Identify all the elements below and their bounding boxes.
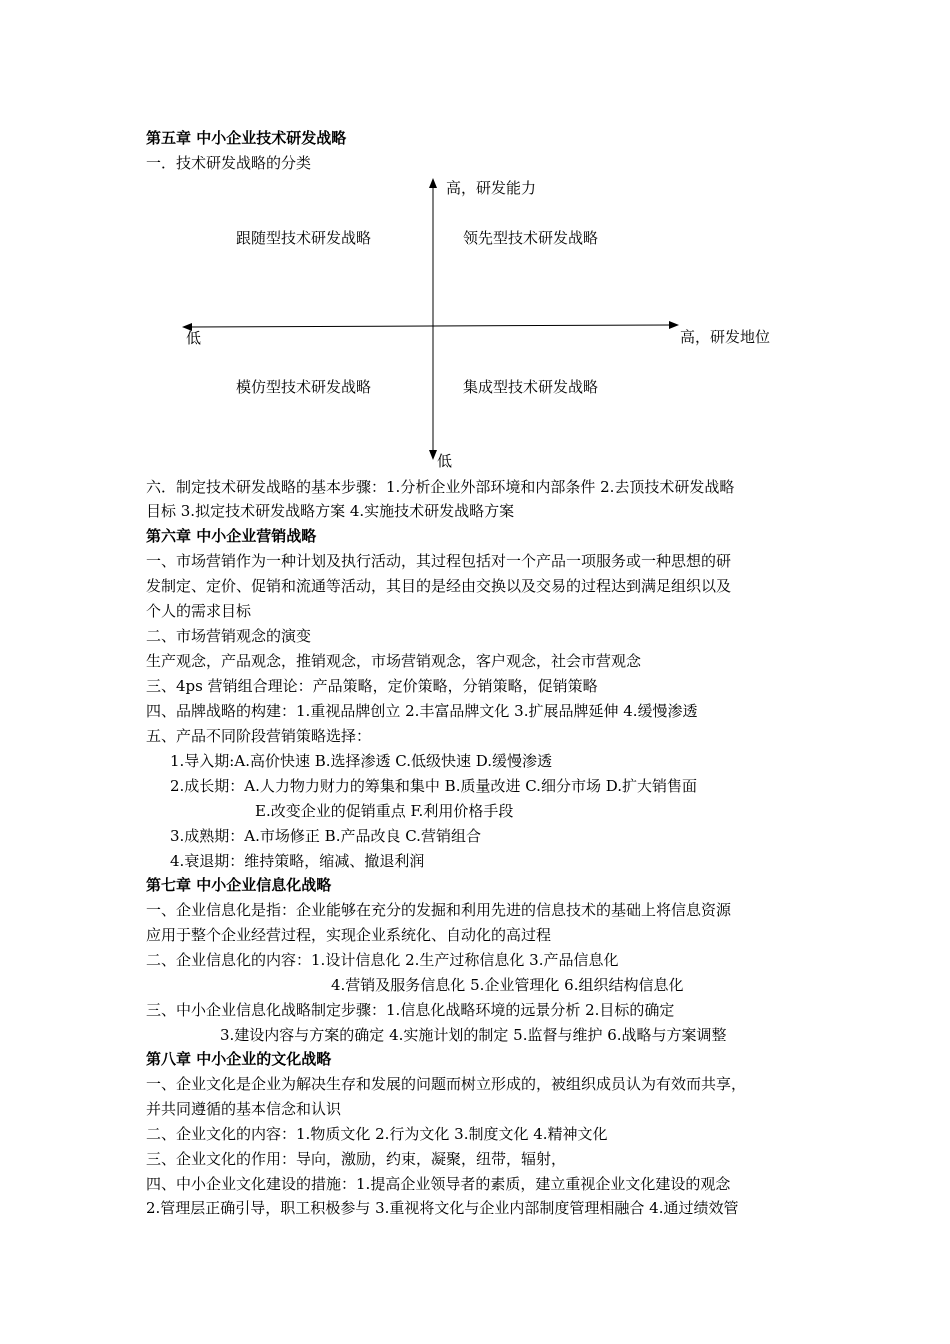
marketing-4ps: 三、4ps 营销组合理论：产品策略，定价策略，分销策略，促销策略 bbox=[146, 677, 598, 695]
info-content-line1: 二、企业信息化的内容：1.设计信息化 2.生产过称信息化 3.产品信息化 bbox=[146, 951, 619, 969]
info-steps-line1: 三、中小企业信息化战略制定步骤：1.信息化战略环境的远景分析 2.目标的确定 bbox=[146, 1001, 675, 1019]
section-classification: 一．技术研发战略的分类 bbox=[146, 154, 312, 172]
quadrant-top-left: 跟随型技术研发战略 bbox=[236, 229, 372, 247]
marketing-def-line3: 个人的需求目标 bbox=[146, 602, 252, 620]
marketing-concept-heading: 二、市场营销观念的演变 bbox=[146, 627, 312, 645]
arrow-down-icon bbox=[429, 450, 437, 460]
marketing-def-line2: 发制定、定价、促销和流通等活动，其目的是经由交换以及交易的过程达到满足组织以及 bbox=[146, 577, 732, 595]
marketing-def-line1: 一、市场营销作为一种计划及执行活动，其过程包括对一个产品一项服务或一种思想的研 bbox=[146, 552, 732, 570]
info-def-line2: 应用于整个企业经营过程，实现企业系统化、自动化的高过程 bbox=[146, 926, 552, 944]
culture-content: 二、企业文化的内容：1.物质文化 2.行为文化 3.制度文化 4.精神文化 bbox=[146, 1125, 608, 1143]
arrow-right-icon bbox=[669, 321, 679, 329]
stage-growth: 2.成长期：A.人力物力财力的筹集和集中 B.质量改进 C.细分市场 D.扩大销售面 bbox=[170, 777, 697, 795]
stage-growth-cont: E.改变企业的促销重点 F.利用价格手段 bbox=[255, 802, 514, 820]
chapter-6-title: 第六章 中小企业营销战略 bbox=[146, 527, 317, 545]
axis-label-y-bottom: 低 bbox=[437, 452, 453, 470]
quadrant-bottom-right: 集成型技术研发战略 bbox=[463, 378, 599, 396]
chapter-5-title: 第五章 中小企业技术研发战略 bbox=[146, 129, 347, 147]
info-def-line1: 一、企业信息化是指：企业能够在充分的发掘和利用先进的信息技术的基础上将信息资源 bbox=[146, 901, 732, 919]
axis-label-x-right: 高，研发地位 bbox=[680, 328, 771, 346]
section-steps-line1: 六．制定技术研发战略的基本步骤：1.分析企业外部环境和内部条件 2.去顶技术研发战略 bbox=[146, 478, 735, 496]
quadrant-top-right: 领先型技术研发战略 bbox=[463, 229, 599, 247]
culture-def-line2: 并共同遵循的基本信念和认识 bbox=[146, 1100, 342, 1118]
stage-maturity: 3.成熟期：A.市场修正 B.产品改良 C.营销组合 bbox=[170, 827, 481, 845]
culture-def-line1: 一、企业文化是企业为解决生存和发展的问题而树立形成的，被组织成员认为有效而共享， bbox=[146, 1075, 747, 1093]
axis-label-x-left: 低 bbox=[186, 329, 202, 347]
chapter-7-title: 第七章 中小企业信息化战略 bbox=[146, 876, 332, 894]
stage-strategy-heading: 五、产品不同阶段营销策略选择： bbox=[146, 727, 372, 745]
section-steps-line2: 目标 3.拟定技术研发战略方案 4.实施技术研发战略方案 bbox=[146, 502, 515, 520]
horizontal-axis bbox=[188, 325, 673, 327]
stage-introduction: 1.导入期:A.高价快速 B.选择渗透 C.低级快速 D.缓慢渗透 bbox=[170, 752, 553, 770]
marketing-concept-list: 生产观念，产品观念，推销观念，市场营销观念，客户观念，社会市营观念 bbox=[146, 652, 642, 670]
arrow-up-icon bbox=[429, 178, 437, 188]
culture-measures-line1: 四、中小企业文化建设的措施：1.提高企业领导者的素质，建立重视企业文化建设的观念 bbox=[146, 1175, 731, 1193]
culture-effects: 三、企业文化的作用：导向，激励，约束，凝聚，纽带，辐射， bbox=[146, 1150, 567, 1168]
info-content-line2: 4.营销及服务信息化 5.企业管理化 6.组织结构信息化 bbox=[331, 976, 684, 994]
chapter-8-title: 第八章 中小企业的文化战略 bbox=[146, 1050, 332, 1068]
quadrant-bottom-left: 模仿型技术研发战略 bbox=[236, 378, 372, 396]
axis-label-y-top: 高，研发能力 bbox=[446, 179, 537, 197]
stage-decline: 4.衰退期：维持策略，缩减、撤退利润 bbox=[170, 852, 425, 870]
culture-measures-line2: 2.管理层正确引导，职工积极参与 3.重视将文化与企业内部制度管理相融合 4.通过绩效管 bbox=[146, 1199, 739, 1217]
info-steps-line2: 3.建设内容与方案的确定 4.实施计划的制定 5.监督与维护 6.战略与方案调整 bbox=[220, 1026, 727, 1044]
brand-strategy: 四、品牌战略的构建：1.重视品牌创立 2.丰富品牌文化 3.扩展品牌延伸 4.缓慢渗透 bbox=[146, 702, 698, 720]
